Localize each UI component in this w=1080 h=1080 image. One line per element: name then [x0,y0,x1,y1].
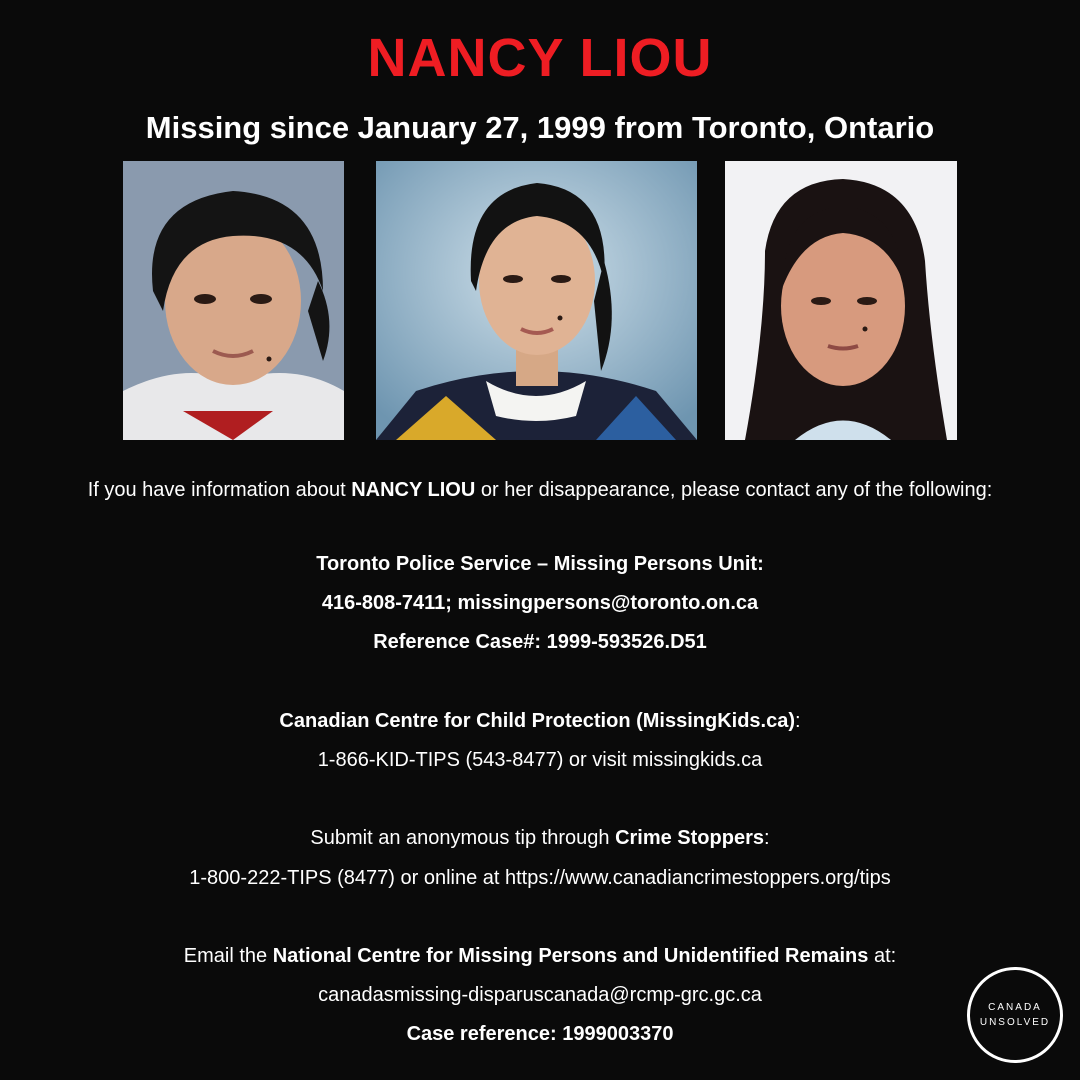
cccp-contact: 1-866-KID-TIPS (543-8477) or visit missingkids.ca [317,749,763,771]
crime-stoppers-name: Crime Stoppers [615,827,764,849]
ncmpur-reference: Case reference: 1999003370 [406,1023,674,1045]
missing-since-subtitle: Missing since January 27, 1999 from Toronto, Ontario [145,110,935,145]
cccp-heading-line [0,708,1080,734]
intro-prefix: If you have information about [87,479,352,501]
portrait-photo-age-progression [123,161,344,440]
tps-heading: Toronto Police Service – Missing Persons Unit: [316,553,764,575]
portrait-photo-snapshot [725,161,957,440]
crime-stoppers-contact: 1-800-222-TIPS (8477) or online at https://www.canadiancrimestoppers.org/tips [189,867,891,889]
intro-text [0,477,1080,503]
logo-line-2: UNSOLVED [979,1017,1051,1028]
cccp-heading: Canadian Centre for Child Protection (MissingKids.ca) [279,710,796,732]
ncmpur-prefix: Email the [183,945,273,967]
cccp-heading-suffix: : [795,710,801,732]
ncmpur-heading-line [0,943,1080,969]
ncmpur-suffix: at: [868,945,897,967]
page-title: NANCY LIOU [367,28,713,88]
intro-name: NANCY LIOU [351,479,476,501]
canada-unsolved-logo [967,967,1063,1063]
crime-stoppers-heading-line [0,825,1080,851]
portrait-photo-school [376,161,697,440]
tps-contact: 416-808-7411; missingpersons@toronto.on.ca [321,592,759,614]
intro-suffix: or her disappearance, please contact any of the following: [475,479,993,501]
logo-line-1: CANADA [988,1002,1042,1013]
crime-stoppers-suffix: : [764,827,770,849]
crime-stoppers-prefix: Submit an anonymous tip through [310,827,616,849]
ncmpur-email: canadasmissing-disparuscanada@rcmp-grc.gc.ca [318,984,762,1006]
ncmpur-name: National Centre for Missing Persons and Unidentified Remains [272,945,869,967]
tps-reference: Reference Case#: 1999-593526.D51 [373,631,707,653]
